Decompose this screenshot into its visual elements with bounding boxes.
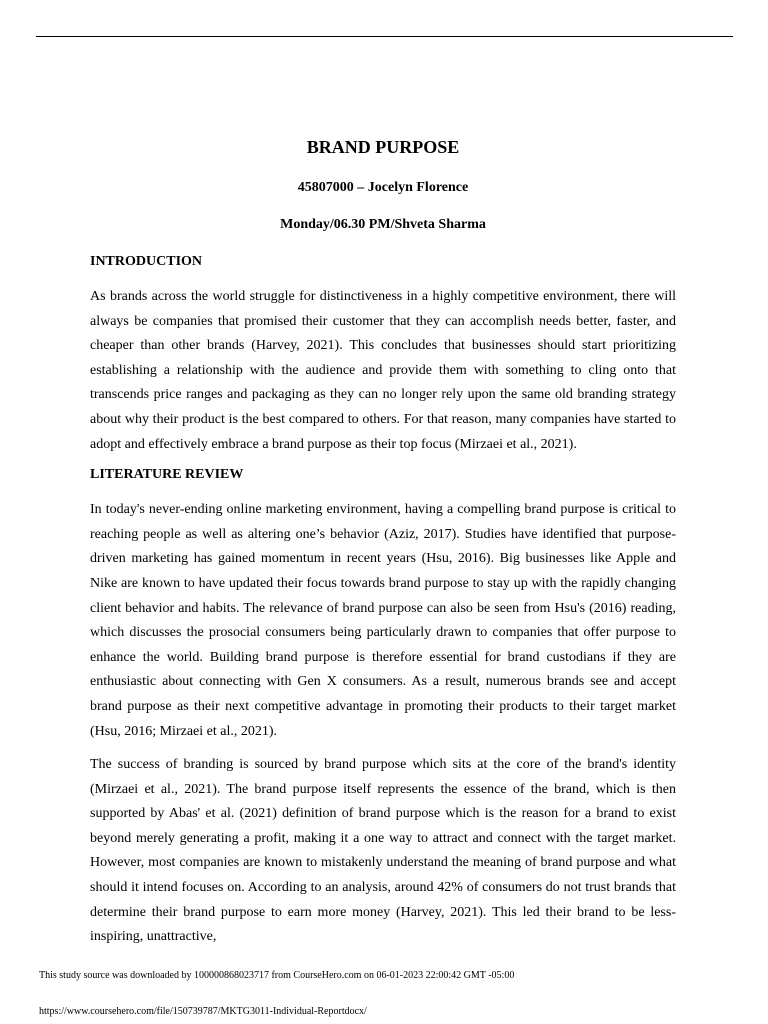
student-line: 45807000 – Jocelyn Florence	[297, 180, 469, 195]
header-rule	[36, 36, 733, 37]
class-line: Monday/06.30 PM/Shveta Sharma	[280, 217, 486, 232]
download-note: This study source was downloaded by 100000868023717 from CourseHero.com on 06-01-2023 22:00:42 GMT -05:00	[39, 970, 515, 981]
document-title: BRAND PURPOSE	[306, 137, 460, 157]
section-heading-introduction: INTRODUCTION	[90, 254, 203, 269]
literature-review-paragraph-2: The success of branding is sourced by brand purpose which sits at the core of the brand's identity (Mirzaei et al., 2021). The brand purpose itself represents the essence of the brand, which is then supported by Abas' et al. (2021) definition of brand purpose which is the reason for a brand to exist beyond merely generating a profit, making it a one way to attract and connect with the target market. However, most companies are known to mistakenly understand the meaning of brand purpose and what should it intend focuses on. According to an analysis, around 42% of consumers do not trust brands that determine their brand purpose to earn more money (Harvey, 2021). This led their brand to be less-inspiring, unattractive,	[90, 757, 676, 945]
source-url-link[interactable]: https://www.coursehero.com/file/150739787/MKTG3011-Individual-Reportdocx/	[39, 1006, 367, 1017]
document-body	[90, 136, 676, 959]
introduction-paragraph: As brands across the world struggle for distinctiveness in a highly competitive environment, there will always be companies that promised their customer that they can accomplish needs better, faster, and cheaper than other brands (Harvey, 2021). This concludes that businesses should start prioritizing establishing a relationship with the audience and provide them with something to cling onto that transcends price ranges and packaging as they can no longer rely upon the same old branding strategy about why their product is the best compared to others. For that reason, many companies have started to adopt and effectively embrace a brand purpose as their top focus (Mirzaei et al., 2021).	[90, 289, 676, 452]
literature-review-paragraph-1: In today's never-ending online marketing environment, having a compelling brand purpose is critical to reaching people as well as altering one’s behavior (Aziz, 2017). Studies have identified that purpose-driven marketing has gained momentum in recent years (Hsu, 2016). Big businesses like Apple and Nike are known to have updated their focus towards brand purpose to stay up with the rapidly changing client behavior and habits. The relevance of brand purpose can also be seen from Hsu's (2016) reading, which discusses the prosocial consumers being particularly drawn to companies that offer purpose to enhance the world. Building brand purpose is therefore essential for brand custodians if they are enthusiastic about connecting with Gen X consumers. As a result, numerous brands see and accept brand purpose as their next competitive advantage in promoting their products to their target market (Hsu, 2016; Mirzaei et al., 2021).	[90, 502, 676, 739]
section-heading-literature-review: LITERATURE REVIEW	[90, 467, 244, 483]
